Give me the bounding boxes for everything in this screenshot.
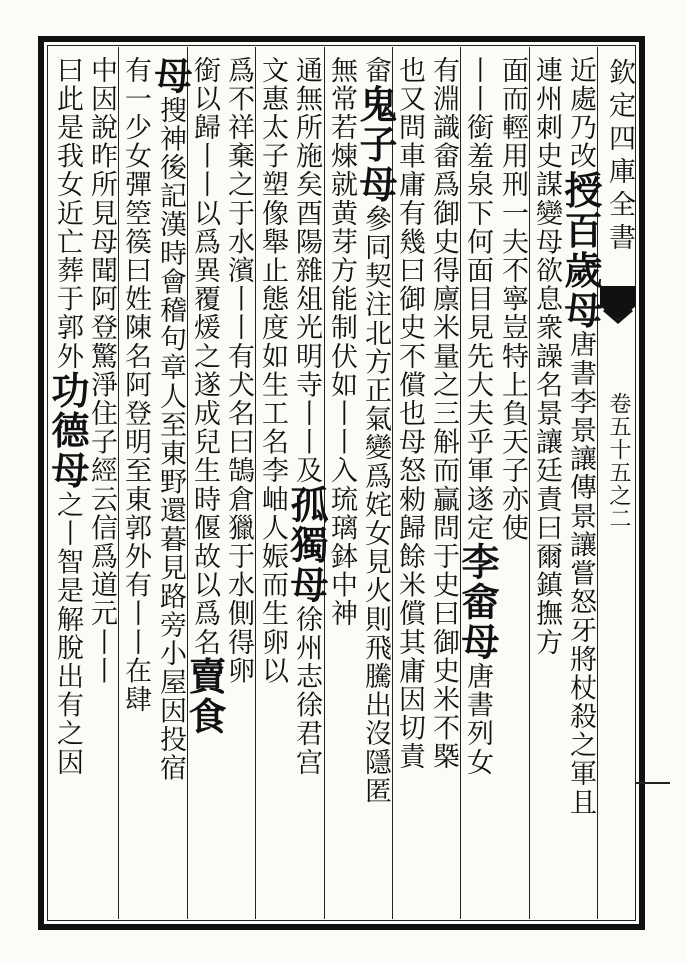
entry-heading: 鬼子母: [353, 84, 398, 205]
column-text: 爲不祥棄之于水濱丨丨有犬名曰鵠倉獵于水側得卵: [223, 56, 254, 686]
text-column: [118, 56, 153, 714]
text-column: [148, 56, 193, 783]
entry-heading: 功德母: [45, 370, 90, 491]
column-text: 曰此是我女近亡葬于郭外: [52, 56, 83, 371]
text-column: [426, 56, 461, 771]
column-text: 有一少女彈箜篌曰姓陳名阿登明至東郭外有丨丨在肆: [120, 56, 151, 714]
column-text: 也又問車庸有幾曰御史不償也母怒勑歸餘米償其庸因切責: [394, 56, 425, 771]
column-text: 人娠而生卵以: [257, 513, 288, 686]
text-column: [529, 56, 564, 657]
entry-heading: 授: [558, 170, 603, 211]
column-text: 通無所施矣酉陽雜俎光明寺丨丨: [291, 56, 322, 457]
column-text: 畲: [360, 56, 391, 85]
text-column: [353, 56, 398, 806]
text-column: [284, 56, 329, 777]
column-text: 文惠太子塑像舉止態度如生工名李岫: [257, 56, 288, 514]
entry-heading: 賣食: [182, 656, 227, 737]
volume-label: 卷五十五之二: [606, 392, 631, 530]
column-text: 唐書李景讓傳景讓嘗怒牙將杖殺之軍且: [565, 330, 596, 817]
entry-heading: 百歲母: [558, 210, 603, 331]
entry-heading: 孤獨母: [284, 485, 329, 606]
column-text: 銜以歸丨丨以爲異覆煖之遂成兒生時偃故以爲名: [189, 56, 220, 657]
margin-tick: [636, 782, 670, 784]
column-text: 近處乃改: [565, 56, 596, 171]
text-column: [221, 56, 256, 685]
column-text: 搜神後記漢時會稽句章人至東野還暮見路旁小屋因投宿: [155, 96, 186, 783]
column-text: 中因說昨所見母聞阿登驚: [86, 56, 117, 371]
book-title: 欽定四庫全書: [604, 58, 635, 256]
column-text: 謀變母欲息衆譟名景讓廷責曰爾鎮撫方: [531, 170, 562, 657]
entry-heading: 母: [148, 56, 193, 96]
text-column: [45, 56, 90, 777]
text-column: [455, 56, 500, 777]
column-text: 唐書列女: [462, 662, 493, 777]
column-text: 徐州志徐君宫: [291, 605, 322, 777]
fish-tail-mark-icon: [600, 286, 636, 334]
column-text: 面而輕用刑一夫不寧豈特上負天子亦使: [497, 56, 528, 543]
text-column: [324, 56, 359, 628]
column-text: 丨丨銜羞泉下何面目見先大夫乎軍遂定: [462, 56, 493, 543]
column-text: 淨住子經云信爲道元丨丨: [86, 370, 117, 686]
entry-heading: 李畲母: [455, 542, 500, 663]
text-column: [182, 56, 227, 737]
column-text: 連州刺史: [531, 56, 562, 171]
column-text: 之丨智是解脫出有之因: [52, 490, 83, 777]
text-column: [495, 56, 530, 542]
text-column: [558, 56, 603, 817]
column-text: 及: [291, 456, 322, 486]
column-text: 有淵識畲爲御史得廪米量之三斛而贏問于史曰御史米不槩: [428, 56, 459, 771]
column-text: 參同契注北方正氣變爲姹女見火則飛騰出沒隱匿: [360, 204, 391, 806]
column-text: 無常若煉就黄芽方能制伏如丨丨入琉璃鉢中神: [326, 56, 357, 628]
text-column: [255, 56, 290, 685]
